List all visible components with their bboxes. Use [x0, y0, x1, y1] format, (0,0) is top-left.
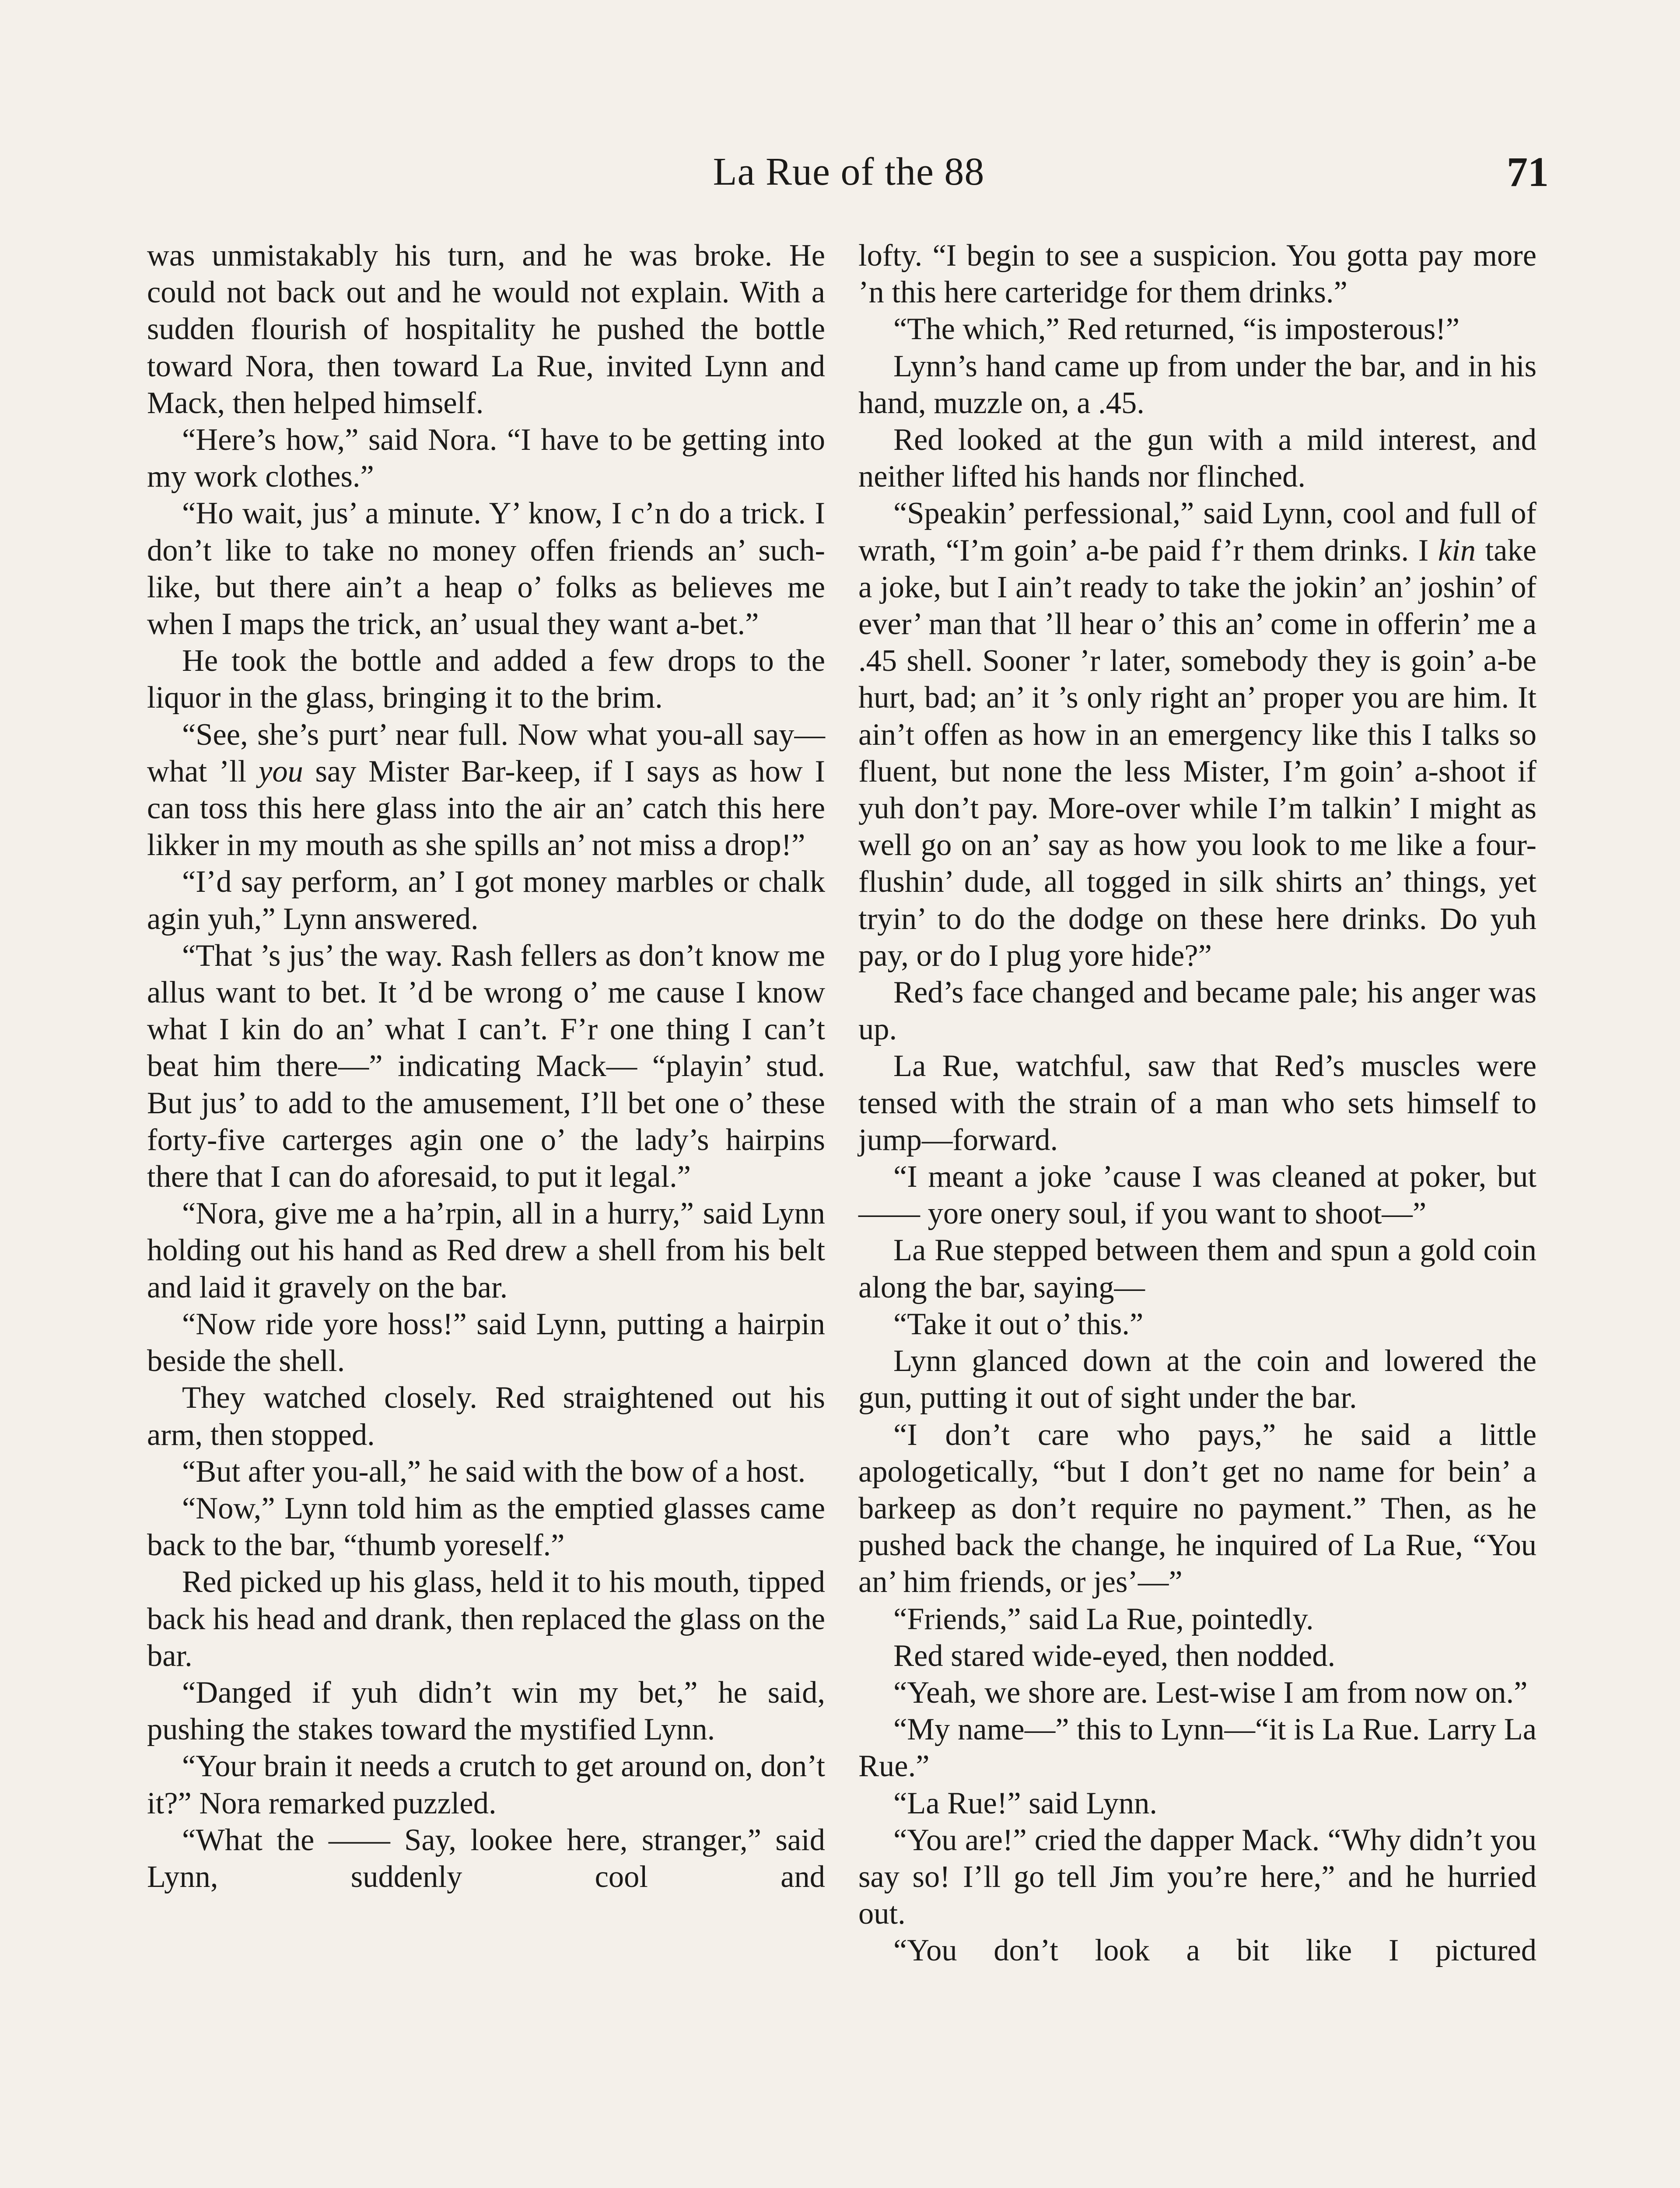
- paragraph: Lynn’s hand came up from under the bar, and in his hand, muzzle on, a .45.: [858, 349, 1536, 420]
- paragraph: lofty. “I begin to see a suspicion. You gotta pay more ’n this here carteridge for them drinks.”: [858, 238, 1536, 310]
- paragraph: “The which,” Red returned, “is imposterous!”: [893, 312, 1460, 347]
- paragraph: “Here’s how,” said Nora. “I have to be getting into my work clothes.”: [147, 423, 825, 494]
- paragraph-text: “Speakin’ perfessional,” said Lynn, cool and full of wrath, “I’m goin’ a-be paid f’r them drinks. I: [858, 496, 1536, 568]
- paragraph: “What the —— Say, lookee here, stranger,” said Lynn, suddenly cool and: [147, 1823, 825, 1894]
- paragraph: [147, 716, 825, 864]
- paragraph: Red looked at the gun with a mild interest, and neither lifted his hands nor flinched.: [858, 423, 1536, 494]
- paragraph: “Ho wait, jus’ a minute. Y’ know, I c’n do a trick. I don’t like to take no money offen friends an’ such-like, but there ain’t a heap o’ folks as believes me when I maps the trick, an’ usual they want a-bet.”: [147, 496, 825, 642]
- paragraph: He took the bottle and added a few drops to the liquor in the glass, bringing it to the brim.: [147, 644, 825, 715]
- paragraph: “You don’t look a bit like I pictured: [893, 1933, 1536, 1968]
- paragraph: “Now ride yore hoss!” said Lynn, putting a hairpin beside the shell.: [147, 1307, 825, 1378]
- paragraph: “Take it out o’ this.”: [893, 1307, 1144, 1341]
- paragraph: “I’d say perform, an’ I got money marbles or chalk agin yuh,” Lynn answered.: [147, 865, 825, 936]
- running-title: La Rue of the 88: [713, 150, 985, 193]
- paragraph: “Danged if yuh didn’t win my bet,” he said, pushing the stakes toward the mystified Lynn.: [147, 1675, 825, 1747]
- paragraph: “Your brain it needs a crutch to get around on, don’t it?” Nora remarked puzzled.: [147, 1749, 825, 1820]
- paragraph: “I meant a joke ’cause I was cleaned at poker, but —— yore onery soul, if you want to shoot—”: [858, 1160, 1536, 1231]
- paragraph: Red stared wide-eyed, then nodded.: [893, 1638, 1336, 1673]
- paragraph: “Nora, give me a ha’rpin, all in a hurry,” said Lynn holding out his hand as Red drew a shell from his belt and laid it gravely on the bar.: [147, 1196, 825, 1304]
- paragraph: “That ’s jus’ the way. Rash fellers as don’t know me allus want to bet. It ’d be wrong o’ me cause I know what I kin do an’ what I can’t. F’r one thing I can’t beat him there—” indicating Mack— “playin’ stud. But jus’ to add to the amusement, I’ll bet one o’ these forty-five carterges agin one o’ the lady’s hairpins there that I can do aforesaid, to put it legal.”: [147, 938, 825, 1194]
- emphasized-word: you: [259, 754, 303, 789]
- emphasized-word: kin: [1438, 533, 1476, 568]
- page-header: [149, 139, 1549, 205]
- paragraph: “Friends,” said La Rue, pointedly.: [893, 1602, 1314, 1636]
- paragraph-text: “See, she’s purt’ near full. Now what you-all say—what ’ll: [147, 717, 825, 789]
- paragraph-text: say Mister Bar-keep, if I says as how I can toss this here glass into the air an’ catch this here likker in my mouth as she spills an’ not miss a drop!”: [147, 754, 825, 863]
- page-number: 71: [1507, 148, 1549, 195]
- paragraph: They watched closely. Red straightened out his arm, then stopped.: [147, 1381, 825, 1452]
- paragraph: “You are!” cried the dapper Mack. “Why didn’t you say so! I’ll go tell Jim you’re here,” and he hurried out.: [858, 1823, 1536, 1931]
- paragraph: was unmistakably his turn, and he was broke. He could not back out and he would not explain. With a sudden flourish of hospitality he pushed the bottle toward Nora, then toward La Rue, invited Lynn and Mack, then helped himself.: [147, 238, 825, 420]
- paragraph: “I don’t care who pays,” he said a little apologetically, “but I don’t get no name for bein’ a barkeep as don’t require no payment.” Then, as he pushed back the change, he inquired of La Rue, “You an’ him friends, or jes’—”: [858, 1417, 1536, 1599]
- paragraph: “La Rue!” said Lynn.: [893, 1786, 1157, 1820]
- paragraph: La Rue stepped between them and spun a gold coin along the bar, saying—: [858, 1233, 1536, 1304]
- paragraph: “Yeah, we shore are. Lest-wise I am from now on.”: [893, 1675, 1528, 1710]
- paragraph: [858, 495, 1536, 974]
- paragraph-text: take a joke, but I ain’t ready to take the jokin’ an’ joshin’ of ever’ man that ’ll hear o’ this an’ come in offerin’ me a .45 shell. Sooner ’r later, somebody they is goin’ a-be hurt, bad; an’ it ’s only right an’ proper you are him. It ain’t offen as how in an emergency like this I talks so fluent, but none the less Mister, I’m goin’ a-shoot if yuh don’t pay. More-over while I’m talkin’ I might as well go on an’ say as how you look to me like a four-flushin’ dude, all togged in silk shirts an’ things, yet tryin’ to do the dodge on these here drinks. Do yuh pay, or do I plug yore hide?”: [858, 533, 1537, 973]
- paragraph: Lynn glanced down at the coin and lowered the gun, putting it out of sight under the bar.: [858, 1344, 1536, 1415]
- paragraph: Red picked up his glass, held it to his mouth, tipped back his head and drank, then replaced the glass on the bar.: [147, 1565, 825, 1673]
- left-text-column: [147, 237, 825, 1895]
- paragraph: “My name—” this to Lynn—“it is La Rue. Larry La Rue.”: [858, 1712, 1536, 1784]
- paragraph: La Rue, watchful, saw that Red’s muscles were tensed with the strain of a man who sets himself to jump—forward.: [858, 1049, 1536, 1157]
- right-text-column: [858, 237, 1536, 1969]
- paragraph: Red’s face changed and became pale; his anger was up.: [858, 975, 1536, 1047]
- paragraph: “Now,” Lynn told him as the emptied glasses came back to the bar, “thumb yoreself.”: [147, 1491, 825, 1563]
- paragraph: “But after you-all,” he said with the bow of a host.: [182, 1454, 806, 1489]
